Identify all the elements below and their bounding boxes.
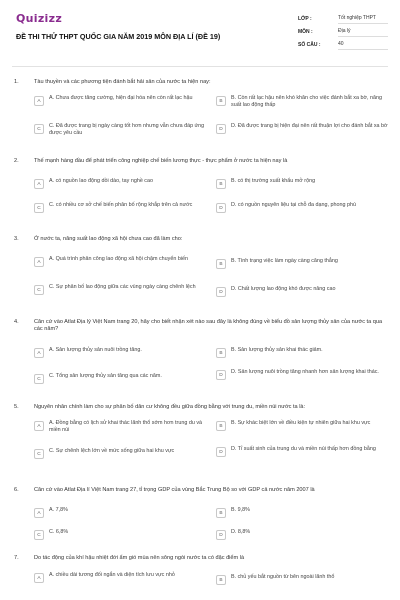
option-text: D. Sản lượng nuôi trồng tăng nhanh hơn sản lượng khai thác. (231, 369, 379, 375)
question-3 (12, 236, 388, 295)
option-text: D. Đã được trang bị hiện đại nên rất thuận lợi cho đánh bắt xa bờ (231, 123, 388, 129)
header-divider (12, 66, 388, 67)
meta-value: Tốt nghiệp THPT (338, 13, 388, 24)
question-1 (12, 79, 388, 136)
option-a[interactable] (34, 507, 206, 518)
option-text: C. Tổng sản lượng thủy sản tăng qua các năm. (49, 373, 162, 379)
exam-meta (298, 12, 388, 51)
option-letter: D (216, 447, 226, 457)
option-b[interactable] (216, 347, 388, 358)
option-text: B. có thị trường xuất khẩu mở rộng (231, 178, 316, 184)
option-text: B. Sự khác biệt lớn về điều kiện tự nhiên giữa hai khu vực (231, 420, 371, 426)
option-text: C. có nhiều cơ sở chế biến phân bố rộng khắp trên cả nước (49, 202, 193, 208)
option-letter: B (216, 421, 226, 431)
meta-key: MÔN : (298, 28, 313, 35)
option-letter: C (34, 124, 44, 134)
option-text: A. Chưa được tăng cường, hiện đại hóa nên còn rất lạc hậu (49, 95, 193, 101)
option-letter: B (216, 348, 226, 358)
option-c[interactable] (34, 284, 206, 295)
option-letter: C (34, 449, 44, 459)
option-b[interactable] (216, 178, 388, 189)
question-number: 5. (14, 404, 19, 410)
meta-row-subject (298, 25, 388, 38)
option-text: D. Tỉ suất sinh của trung du và miền núi thấp hơn đồng bằng (231, 446, 376, 452)
option-b[interactable] (216, 420, 388, 431)
option-d[interactable] (216, 123, 388, 134)
option-letter: B (216, 259, 226, 269)
option-text: B. chủ yếu bắt nguồn từ bên ngoài lãnh thổ (231, 574, 335, 580)
option-c[interactable] (34, 529, 206, 540)
option-b[interactable] (216, 507, 388, 518)
option-d[interactable] (216, 369, 388, 380)
option-text: C. Sự phân bố lao động giữa các vùng ngày càng chênh lệch (49, 284, 196, 290)
option-d[interactable] (216, 286, 388, 297)
option-letter: D (216, 203, 226, 213)
option-d[interactable] (216, 446, 388, 457)
question-text: Thế mạnh hàng đầu để phát triển công nghiệp chế biến lương thực - thực phẩm ở nước ta hiện nay là (34, 158, 288, 164)
option-letter: A (34, 421, 44, 431)
option-a[interactable] (34, 95, 206, 106)
meta-value: 40 (338, 39, 388, 50)
option-text: A. Đồng bằng có lịch sử khai thác lãnh thổ sớm hơn trung du và miền núi (49, 420, 203, 433)
option-letter: D (216, 287, 226, 297)
option-letter: C (34, 203, 44, 213)
option-letter: C (34, 285, 44, 295)
option-letter: A (34, 96, 44, 106)
exam-title: ĐỀ THI THỬ THPT QUỐC GIA NĂM 2019 MÔN ĐỊA LÍ (ĐỀ 19) (16, 32, 221, 41)
option-letter: A (34, 257, 44, 267)
option-letter: A (34, 179, 44, 189)
option-letter: D (216, 370, 226, 380)
option-letter: B (216, 575, 226, 585)
option-letter: C (34, 374, 44, 384)
option-text: B. Còn rất lạc hậu nên khó khăn cho việc đánh bắt xa bờ, năng suất lao động thấp (231, 95, 382, 108)
option-letter: B (216, 508, 226, 518)
option-a[interactable] (34, 178, 206, 189)
question-text: Căn cứ vào Atlat Địa lí Việt Nam trang 27, tỉ trọng GDP của vùng Bắc Trung Bộ so với GDP cả nước năm 2007 là (34, 487, 315, 493)
option-text: A. chiều dài tương đối ngắn và diện tích lưu vực nhỏ (49, 572, 175, 578)
question-5 (12, 404, 388, 457)
option-letter: A (34, 508, 44, 518)
document-header (12, 12, 388, 64)
option-b[interactable] (216, 258, 388, 269)
question-number: 4. (14, 319, 19, 325)
option-c[interactable] (34, 123, 206, 137)
option-text: C. Đã được trang bị ngày càng tốt hơn nhưng vẫn chưa đáp ứng được yêu cầu (49, 123, 205, 136)
meta-row-class (298, 12, 388, 25)
meta-key: SỐ CÂU : (298, 41, 321, 48)
option-a[interactable] (34, 256, 206, 267)
option-letter: A (34, 348, 44, 358)
question-number: 1. (14, 79, 19, 85)
option-text: D. Chất lượng lao động khó được nâng cao (231, 286, 336, 292)
option-a[interactable] (34, 420, 206, 434)
question-text: Nguyên nhân chính làm cho sự phân bố dân cư không đều giữa đồng bằng với trung du, miền núi nước ta là: (34, 404, 306, 410)
meta-value: Địa lý (338, 26, 388, 37)
option-a[interactable] (34, 347, 206, 358)
quizizz-logo: Quizizz (16, 12, 63, 25)
question-number: 6. (14, 487, 19, 493)
question-4 (12, 319, 388, 382)
question-number: 3. (14, 236, 19, 242)
option-letter: C (34, 530, 44, 540)
option-b[interactable] (216, 574, 388, 585)
option-letter: B (216, 96, 226, 106)
option-text: D. có nguồn nguyên liệu tại chỗ đa dạng, phong phú (231, 202, 356, 208)
option-text: D. 8,8% (231, 529, 251, 535)
meta-key: LỚP : (298, 15, 312, 22)
question-text: Ở nước ta, năng suất lao động xã hội chưa cao đã làm cho: (34, 236, 183, 242)
option-text: B. Tình trạng việc làm ngày càng căng thẳng (231, 258, 338, 264)
option-d[interactable] (216, 529, 388, 540)
question-number: 2. (14, 158, 19, 164)
option-d[interactable] (216, 202, 388, 213)
question-7 (12, 555, 388, 583)
meta-row-count (298, 38, 388, 51)
question-text: Do tác động của khí hậu nhiệt đới ẩm gió mùa nên sông ngòi nước ta có đặc điểm là (34, 555, 245, 561)
option-text: A. Quá trình phân công lao động xã hội chậm chuyển biến (49, 256, 189, 262)
option-text: C. Sự chênh lệch lớn về mức sống giữa hai khu vực (49, 448, 175, 454)
option-c[interactable] (34, 202, 206, 213)
option-text: A. 7,8% (49, 507, 68, 513)
option-b[interactable] (216, 95, 388, 109)
option-text: B. 9,8% (231, 507, 250, 513)
option-c[interactable] (34, 373, 206, 384)
question-6 (12, 487, 388, 538)
option-text: A. có nguồn lao động dồi dào, tay nghề cao (49, 178, 154, 184)
option-letter: B (216, 179, 226, 189)
option-text: B. Sản lượng thủy sản khai thác giảm. (231, 347, 323, 353)
question-text: Tàu thuyền và các phương tiện đánh bắt hải sản của nước ta hiện nay: (34, 79, 211, 85)
option-a[interactable] (34, 572, 206, 583)
option-letter: A (34, 573, 44, 583)
question-number: 7. (14, 555, 19, 561)
option-c[interactable] (34, 448, 206, 459)
option-text: A. Sản lượng thủy sản nuôi trồng tăng. (49, 347, 142, 353)
question-2 (12, 158, 388, 211)
option-letter: D (216, 124, 226, 134)
question-text: Căn cứ vào Atlat Địa lý Việt Nam trang 20, hãy cho biết nhận xét nào sau đây là không đúng về biểu đồ sản lượng thủy sản của nước ta qua các năm? (34, 319, 383, 333)
option-text: C. 6,8% (49, 529, 69, 535)
option-letter: D (216, 530, 226, 540)
